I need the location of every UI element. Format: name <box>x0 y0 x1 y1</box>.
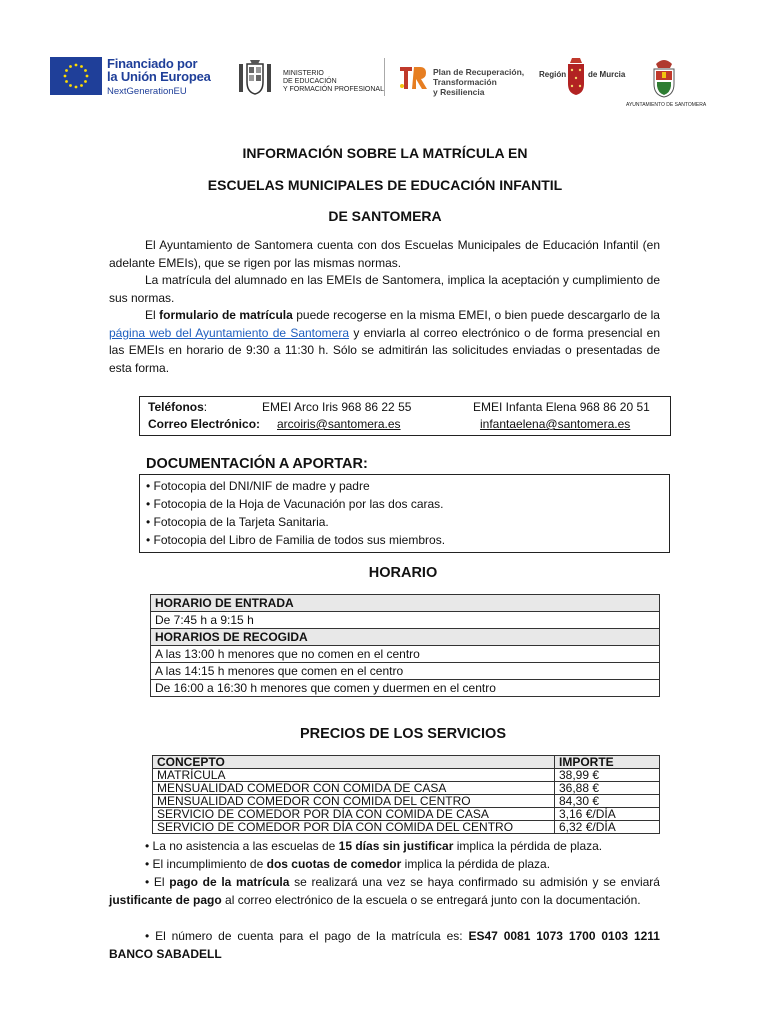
intro-paragraph-1: El Ayuntamiento de Santomera cuenta con dos Escuelas Municipales de Educación Infantil (en adelante EMEIs), que se rigen por las mismas normas. <box>109 238 660 270</box>
price-concept: SERVICIO DE COMEDOR POR DÍA CON COMIDA DEL CENTRO <box>153 821 555 834</box>
note-absence: • La no asistencia a las escuelas de 15 días sin justificar implica la pérdida de plaza. <box>145 839 603 853</box>
logo-divider <box>384 58 385 96</box>
pickup-time-header: HORARIOS DE RECOGIDA <box>151 629 660 646</box>
emei-infanta-elena-phone: EMEI Infanta Elena 968 86 20 51 <box>473 400 650 414</box>
page-title-line-1: INFORMACIÓN SOBRE LA MATRÍCULA EN <box>242 145 528 161</box>
price-amount: 36,88 € <box>555 782 660 795</box>
santomera-coat-of-arms-icon <box>651 58 677 98</box>
spain-coat-of-arms-icon <box>238 60 272 96</box>
note-dining-fees: • El incumplimiento de dos cuotas de comedor implica la pérdida de plaza. <box>145 857 551 871</box>
price-concept: MATRÍCULA <box>153 769 555 782</box>
table-row <box>153 795 660 808</box>
contacts-box <box>139 396 671 436</box>
concept-column-header: CONCEPTO <box>153 756 555 769</box>
table-row <box>153 769 660 782</box>
prices-heading: PRECIOS DE LOS SERVICIOS <box>299 726 506 742</box>
prices-table <box>152 755 660 834</box>
recovery-plan-label: Plan de Recuperación, Transformación y Resiliencia <box>433 67 525 97</box>
infantaelena-email-link[interactable]: infantaelena@santomera.es <box>480 417 631 431</box>
eu-flag-logo <box>50 57 102 95</box>
list-item: • Fotocopia de la Hoja de Vacunación por las dos caras. <box>146 497 444 511</box>
documentation-list <box>139 474 670 553</box>
arcoiris-email-link[interactable]: arcoiris@santomera.es <box>277 417 401 431</box>
eu-funding-title: Financiado por la Unión Europea <box>107 56 211 84</box>
list-item: • Fotocopia del Libro de Familia de todos sus miembros. <box>146 533 446 547</box>
ayuntamiento-website-link[interactable]: página web del Ayuntamiento de Santomera <box>109 325 350 340</box>
price-amount: 6,32 €/DÍA <box>555 821 660 834</box>
ministerio-label: MINISTERIO DE EDUCACIÓN Y FORMACIÓN PROFESIONAL <box>283 70 384 93</box>
email-label: Correo Electrónico: <box>148 417 261 431</box>
recovery-plan-logo-icon <box>398 64 428 92</box>
price-concept: MENSUALIDAD COMEDOR CON COMIDA DE CASA <box>153 782 555 795</box>
entry-time-header: HORARIO DE ENTRADA <box>151 595 660 612</box>
region-label-left: Región <box>539 70 567 79</box>
note-enrollment-payment: • El pago de la matrícula se realizará una vez se haya confirmado su admisión y se enviará justificante de pago al correo electrónico de la escuela o se entregará junto con la documentación. <box>109 875 660 907</box>
amount-column-header: IMPORTE <box>555 756 660 769</box>
entry-time-value: De 7:45 h a 9:15 h <box>151 612 660 629</box>
table-row <box>153 808 660 821</box>
list-item: • Fotocopia del DNI/NIF de madre y padre <box>146 479 370 493</box>
price-concept: SERVICIO DE COMEDOR POR DÍA CON COMIDA DE CASA <box>153 808 555 821</box>
murcia-shield-icon <box>566 58 586 96</box>
schedule-heading: HORARIO <box>368 565 438 581</box>
emei-arco-iris-phone: EMEI Arco Iris 968 86 22 55 <box>262 400 412 414</box>
price-concept: MENSUALIDAD COMEDOR CON COMIDA DEL CENTRO <box>153 795 555 808</box>
price-amount: 84,30 € <box>555 795 660 808</box>
page-title-line-2: ESCUELAS MUNICIPALES DE EDUCACIÓN INFANTIL <box>207 177 563 193</box>
page-title-line-3: DE SANTOMERA <box>328 208 442 224</box>
intro-paragraph-3: El formulario de matrícula puede recogerse en la misma EMEI, o bien puede descargarlo de la página web del Ayuntamiento de Santomera y enviarla al correo electrónico o de forma presencial en las EMEIs en horario de 9:30 a 11:30 h. Sólo se admitirán las solicitudes enviadas o presentadas de esta forma. <box>109 308 660 375</box>
schedule-table <box>150 594 660 697</box>
phones-label: Teléfonos: <box>148 400 208 414</box>
region-label-right: de Murcia <box>588 70 626 79</box>
next-generation-eu-label: NextGenerationEU <box>107 86 187 97</box>
table-row: A las 14:15 h menores que comen en el centro <box>151 663 660 680</box>
table-row: De 16:00 a 16:30 h menores que comen y duermen en el centro <box>151 680 660 697</box>
list-item: • Fotocopia de la Tarjeta Sanitaria. <box>146 515 329 529</box>
table-row <box>153 782 660 795</box>
price-amount: 3,16 €/DÍA <box>555 808 660 821</box>
documentation-heading: DOCUMENTACIÓN A APORTAR: <box>146 456 368 472</box>
ayuntamiento-label: AYUNTAMIENTO DE SANTOMERA <box>626 102 707 108</box>
note-bank-account: • El número de cuenta para el pago de la matrícula es: ES47 0081 1073 1700 0103 1211 BANCO SABADELL <box>109 929 660 961</box>
intro-paragraph-2: La matrícula del alumnado en las EMEIs de Santomera, implica la aceptación y cumplimiento de sus normas. <box>109 273 660 305</box>
price-amount: 38,99 € <box>555 769 660 782</box>
table-row <box>153 821 660 834</box>
table-row: A las 13:00 h menores que no comen en el centro <box>151 646 660 663</box>
